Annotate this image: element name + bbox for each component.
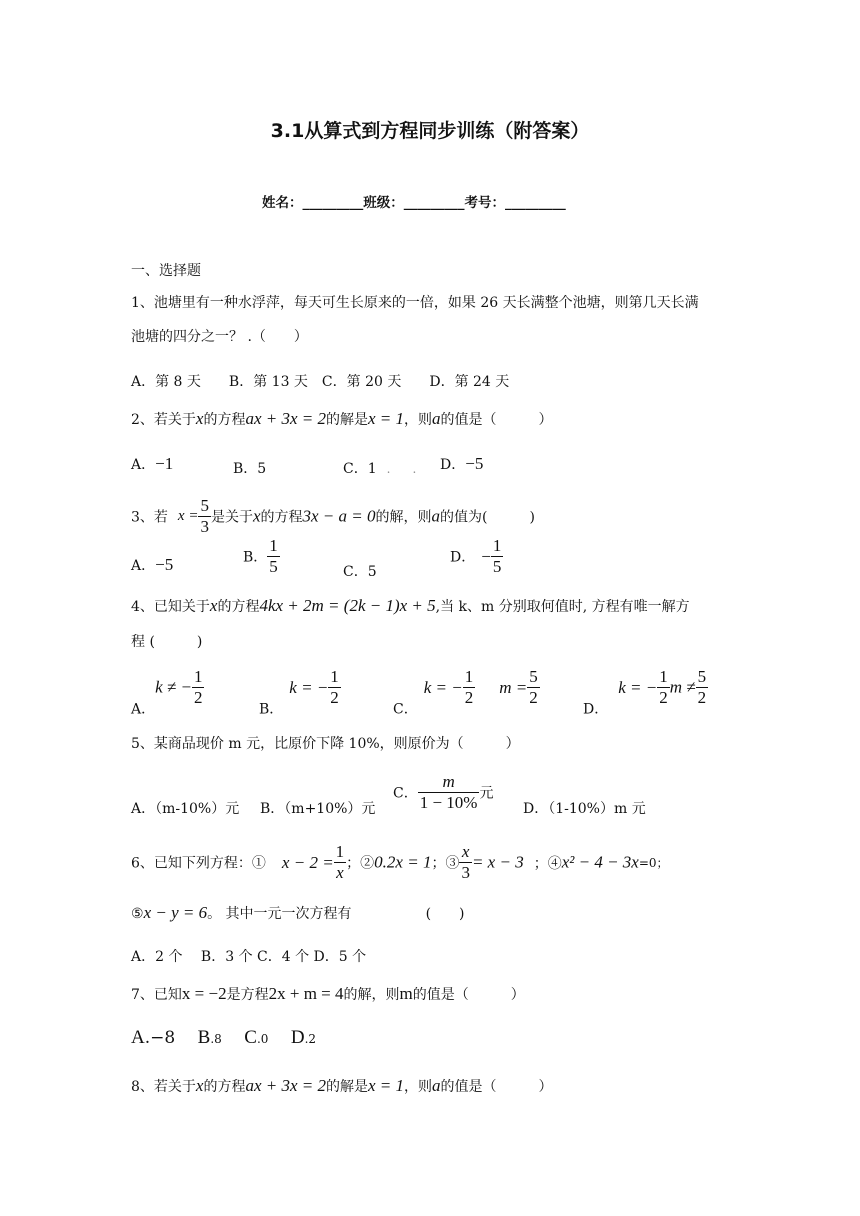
q5-stem: 5、某商品现价 m 元，比原价下降 10%，则原价为（ ） [131, 736, 520, 752]
q4-stem: 4、已知关于x的方程4kx + 2m = (2k − 1)x + 5,当 k、m 分别取何值时, 方程有唯一解方 [131, 596, 690, 615]
page-title: 3.1从算式到方程同步训练（附答案） [270, 120, 590, 142]
q4-option-a: A．k ≠ − $\frac{1}{2}$ [131, 667, 203, 718]
q5-option-c: C． $\frac{m}{1 - 10\%}$ 元 [393, 772, 494, 812]
q5-option-a: A．（m-10%）元 [131, 801, 240, 817]
section-heading: 一、选择题 [131, 263, 201, 279]
q3-option-a: A．−5 [131, 555, 174, 574]
q5-option-d: D．（1-10%）m 元 [523, 801, 646, 817]
class-field-label: 班级：_________ [363, 195, 465, 211]
q1-line2: 池塘的四分之一？ .（ ） [131, 329, 308, 345]
q8-stem: 8、若关于x的方程ax + 3x = 2的解是x = 1，则a的值是（ ） [131, 1076, 553, 1095]
q8-equation: ax + 3x = 2 [245, 1076, 327, 1095]
student-info [262, 191, 566, 211]
q4-option-b: B．k = − $\frac{1}{2}$ [259, 667, 339, 718]
q2-stem: 2、若关于x的方程ax + 3x = 2的解是x = 1，则a的值是（ ） [131, 409, 553, 428]
q3-option-c: C．5 [343, 564, 377, 580]
q2-option-a: A．−1 [131, 454, 174, 473]
q2-option-b: B．5 [233, 461, 267, 477]
q3-option-d: D． − $\frac{1}{5}$ [450, 536, 502, 576]
q3-option-b: B． $\frac{1}{5}$ [243, 536, 278, 576]
q1-line1: 1、池塘里有一种水浮萍，每天可生长原来的一倍，如果 26 天长满整个池塘，则第几天长满 [131, 295, 699, 311]
q2-option-c: C．1 . . [343, 461, 417, 477]
q4-option-c: C．k = − $\frac{1}{2}$ m = $\frac{5}{2}$ [393, 667, 538, 718]
q7-stem: 7、已知x = −2是方程2x + m = 4的解，则m的值是（ ） [131, 984, 525, 1003]
q6-line2: ⑤x − y = 6。 其中一元一次方程有 ( ) [131, 903, 465, 922]
q2-option-d: D．−5 [440, 454, 484, 473]
q4-equation: 4kx + 2m = (2k − 1)x + 5 [259, 596, 436, 615]
q3-fraction: $\frac{5}{3}$ [200, 496, 209, 536]
q2-equation: ax + 3x = 2 [245, 409, 327, 428]
q3-stem: 3、若 x = $\frac{5}{3}$ 是关于x的方程3x − a = 0的解，则a的值为( ) [131, 496, 535, 536]
q4-line2: 程 ( ) [131, 634, 203, 650]
q6-stem: 6、已知下列方程：① x − 2 = $\frac{1}{x}$ ；②0.2x = 1；③ $\frac{x}{3}$ = x − 3 ；④x² − 4 − 3x=0； [131, 842, 669, 882]
id-field-label: 考号：_________ [464, 195, 566, 211]
name-field-label: 姓名：_________ [262, 195, 364, 211]
q1-options: A．第 8 天 B．第 13 天 C．第 20 天 D．第 24 天 [131, 374, 510, 390]
q6-options: A．2 个 B．3 个 C．4 个 D．5 个 [131, 949, 367, 965]
q7-options: A.−8 B.8 C.0 D.2 [131, 1027, 317, 1048]
q4-option-d: D．k = − $\frac{1}{2}$ m ≠ $\frac{5}{2}$ [583, 667, 707, 718]
q5-option-b: B．（m+10%）元 [260, 801, 376, 817]
